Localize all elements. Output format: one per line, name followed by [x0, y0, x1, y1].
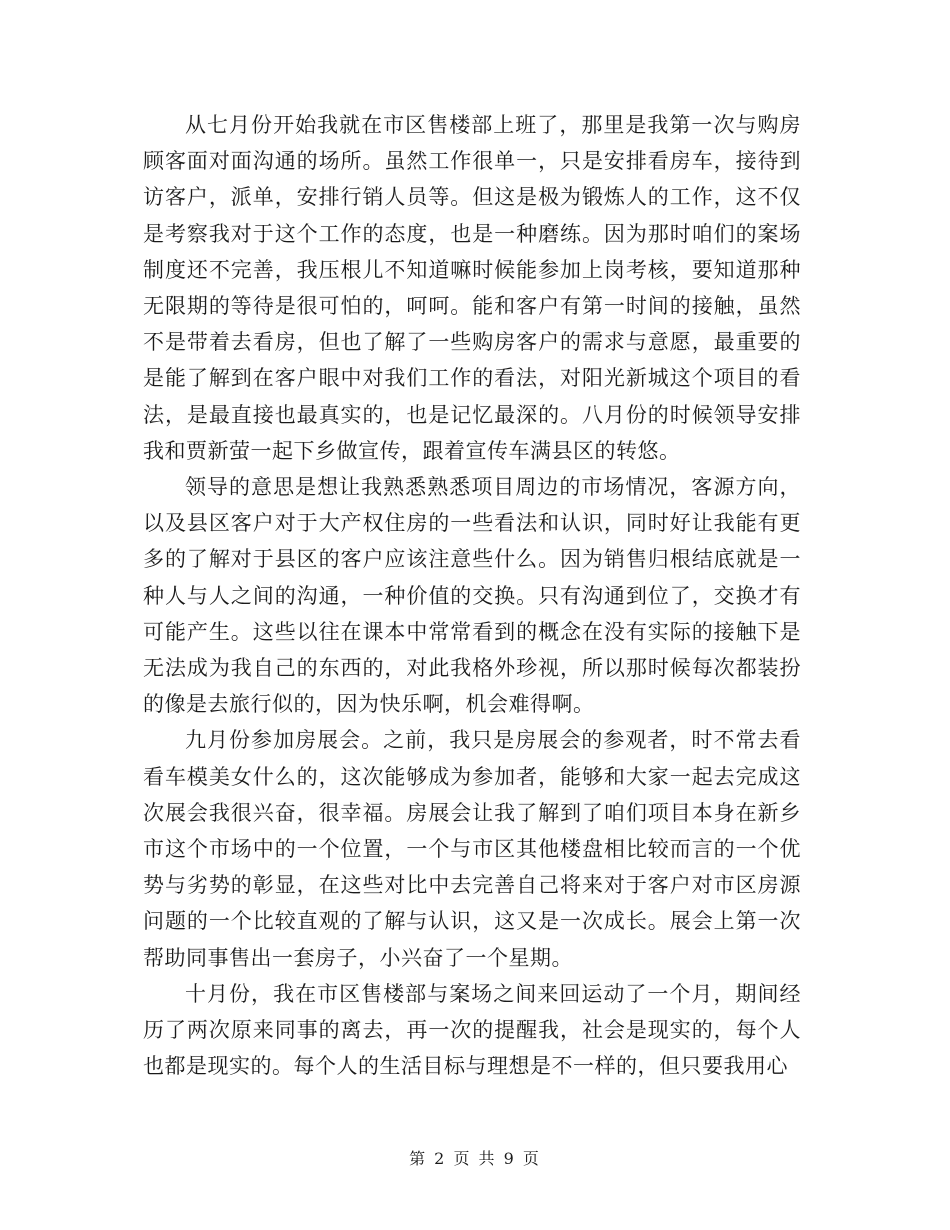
- paragraph-2: 领导的意思是想让我熟悉熟悉项目周边的市场情况，客源方向，以及县区客户对于大产权住房的一些看法和认识，同时好让我能有更多的了解对于县区的客户应该注意些什么。因为销售归根结底就是一种人与人之间的沟通，一种价值的交换。只有沟通到位了，交换才有可能产生。这些以往在课本中常常看到的概念在没有实际的接触下是无法成为我自己的东西的，对此我格外珍视，所以那时候每次都装扮的像是去旅行似的，因为快乐啊，机会难得啊。: [143, 475, 801, 717]
- body-text: [143, 107, 801, 1084]
- paragraph-4: 十月份，我在市区售楼部与案场之间来回运动了一个月，期间经历了两次原来同事的离去，再一次的提醒我，社会是现实的，每个人也都是现实的。每个人的生活目标与理想是不一样的，但只要我用心: [143, 981, 801, 1079]
- paragraph-3: 九月份参加房展会。之前，我只是房展会的参观者，时不常去看看车模美女什么的，这次能够成为参加者，能够和大家一起去完成这次展会我很兴奋，很幸福。房展会让我了解到了咱们项目本身在新乡市这个市场中的一个位置，一个与市区其他楼盘相比较而言的一个优势与劣势的彰显，在这些对比中去完善自己将来对于客户对市区房源问题的一个比较直观的了解与认识，这又是一次成长。展会上第一次帮助同事售出一套房子，小兴奋了一个星期。: [143, 728, 801, 970]
- paragraph-1: 从七月份开始我就在市区售楼部上班了，那里是我第一次与购房顾客面对面沟通的场所。虽然工作很单一，只是安排看房车，接待到访客户，派单，安排行销人员等。但这是极为锻炼人的工作，这不仅是考察我对于这个工作的态度，也是一种磨练。因为那时咱们的案场制度还不完善，我压根儿不知道嘛时候能参加上岗考核，要知道那种无限期的等待是很可怕的，呵呵。能和客户有第一时间的接触，虽然不是带着去看房，但也了解了一些购房客户的需求与意愿，最重要的是能了解到在客户眼中对我们工作的看法，对阳光新城这个项目的看法，是最直接也最真实的，也是记忆最深的。八月份的时候领导安排我和贾新萤一起下乡做宣传，跟着宣传车满县区的转悠。: [143, 113, 801, 463]
- page-number-footer: 第 2 页 共 9 页: [409, 1149, 541, 1168]
